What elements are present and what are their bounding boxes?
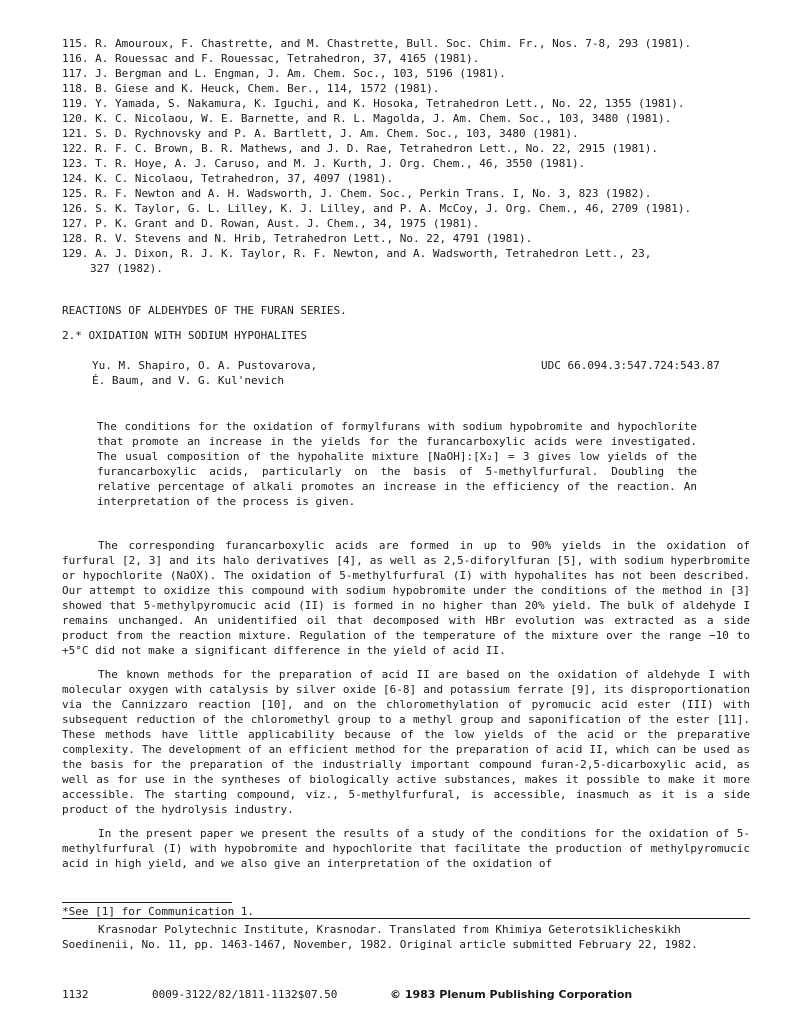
reference-item: 115. R. Amouroux, F. Chastrette, and M. Chastrette, Bull. Soc. Chim. Fr., Nos. 7-8, 293 (1981). bbox=[62, 37, 692, 50]
reference-item: 120. K. C. Nicolaou, W. E. Barnette, and R. L. Magolda, J. Am. Chem. Soc., 103, 3480 (1981). bbox=[62, 112, 672, 125]
copyright: © 1983 Plenum Publishing Corporation bbox=[390, 988, 633, 1001]
reference-item: 128. R. V. Stevens and N. Hrib, Tetrahedron Lett., No. 22, 4791 (1981). bbox=[62, 232, 533, 245]
reference-item: 121. S. D. Rychnovsky and P. A. Bartlett, J. Am. Chem. Soc., 103, 3480 (1981). bbox=[62, 127, 579, 140]
authors-line-2: É. Baum, and V. G. Kul'nevich bbox=[92, 374, 285, 387]
body-text bbox=[62, 538, 750, 880]
affiliation bbox=[62, 922, 750, 952]
reference-item: 125. R. F. Newton and A. H. Wadsworth, J. Chem. Soc., Perkin Trans. I, No. 3, 823 (1982). bbox=[62, 187, 652, 200]
paragraph: The corresponding furancarboxylic acids are formed in up to 90% yields in the oxidation of furfural [2, 3] and its halo derivatives [4], as well as 2,5-diforylfuran [5], with sodium hyperbromite or hypochlorite (NaOX). The oxidation of 5-methylfurfural (I) with hypohalites has not been described. Our attempt to oxidize this compound with sodium hypobromite under the conditions of the method in [3] showed that 5-methylpyromucic acid (II) is formed in no higher than 20% yield. The bulk of aldehyde I remains unchanged. An unidentified oil that decomposed with HBr evolution was extracted as a side product from the reaction mixture. Regulation of the temperature of the mixture over the range −10 to +5°C did not make a significant difference in the yield of acid II. bbox=[62, 539, 750, 657]
affiliation-text: Krasnodar Polytechnic Institute, Krasnodar. Translated from Khimiya Geterotsiklicheskikh Soedinenii, No. 11, pp. 1463-1467, November, 1982. Original article submitted February 22, 1982. bbox=[62, 923, 698, 951]
authors-line-1: Yu. M. Shapiro, O. A. Pustovarova, bbox=[92, 359, 318, 372]
paragraph: In the present paper we present the results of a study of the conditions for the oxidation of 5-methylfurfural (I) with hypobromite and hypochlorite that facilitate the production of methylpyromucic acid in high yield, and we also give an interpretation of the oxidation of bbox=[62, 827, 750, 870]
article-title: REACTIONS OF ALDEHYDES OF THE FURAN SERIES. bbox=[62, 304, 347, 317]
paragraph: The known methods for the preparation of acid II are based on the oxidation of aldehyde I with molecular oxygen with catalysis by silver oxide [6-8] and potassium ferrate [9], its disproportionation via the Cannizzaro reaction [10], and on the chloromethylation of pyromucic acid ester (III) with subsequent reduction of the chloromethyl group to a methyl group and saponification of the ester [11]. These methods have little applicability because of the low yields of the acid or the preparative complexity. The development of an efficient method for the preparation of acid II, which can be used as the basis for the preparation of the industrially important compound furan-2,5-dicarboxylic acid, as well as for use in the syntheses of biologically active substances, makes it possible to make it more accessible. The starting compound, viz., 5-methylfurfural, is accessible, inasmuch as it is a side product of the hydrolysis industry. bbox=[62, 668, 750, 816]
reference-item: 124. K. C. Nicolaou, Tetrahedron, 37, 4097 (1981). bbox=[62, 172, 394, 185]
article-code: 0009-3122/82/1811-1132$07.50 bbox=[152, 988, 338, 1001]
udc-code: UDC 66.094.3:547.724:543.87 bbox=[541, 359, 720, 372]
reference-item: 123. T. R. Hoye, A. J. Caruso, and M. J. Kurth, J. Org. Chem., 46, 3550 (1981). bbox=[62, 157, 586, 170]
reference-item: 129. A. J. Dixon, R. J. K. Taylor, R. F. Newton, and A. Wadsworth, Tetrahedron Lett., 23, 327 (1982). bbox=[62, 247, 652, 275]
abstract: The conditions for the oxidation of formylfurans with sodium hypobromite and hypochlorite that promote an increase in the yields for the furancarboxylic acids were investigated. The usual composition of the hypohalite mixture [NaOH]:[X₂] = 3 gives low yields of the furancarboxylic acids, particularly on the basis of 5-methylfurfural. Doubling the relative percentage of alkali promotes an increase in the efficiency of the reaction. An interpretation of the process is given. bbox=[97, 420, 697, 508]
author-list bbox=[92, 358, 317, 388]
reference-item: 117. J. Bergman and L. Engman, J. Am. Chem. Soc., 103, 5196 (1981). bbox=[62, 67, 506, 80]
page-number: 1132 bbox=[62, 988, 89, 1001]
footnote-divider bbox=[62, 902, 232, 903]
reference-item: 116. A. Rouessac and F. Rouessac, Tetrahedron, 37, 4165 (1981). bbox=[62, 52, 480, 65]
affiliation-divider bbox=[62, 918, 750, 919]
footnote: *See [1] for Communication 1. bbox=[62, 905, 255, 918]
reference-list bbox=[62, 36, 782, 276]
reference-item: 118. B. Giese and K. Heuck, Chem. Ber., 114, 1572 (1981). bbox=[62, 82, 440, 95]
reference-item: 122. R. F. C. Brown, B. R. Mathews, and J. D. Rae, Tetrahedron Lett., No. 22, 2915 (1981). bbox=[62, 142, 659, 155]
article-subtitle: 2.* OXIDATION WITH SODIUM HYPOHALITES bbox=[62, 329, 308, 342]
reference-item: 126. S. K. Taylor, G. L. Lilley, K. J. Lilley, and P. A. McCoy, J. Org. Chem., 46, 2709 (1981). bbox=[62, 202, 692, 215]
reference-item: 127. P. K. Grant and D. Rowan, Aust. J. Chem., 34, 1975 (1981). bbox=[62, 217, 480, 230]
reference-item: 119. Y. Yamada, S. Nakamura, K. Iguchi, and K. Hosoka, Tetrahedron Lett., No. 22, 1355 (1981). bbox=[62, 97, 685, 110]
